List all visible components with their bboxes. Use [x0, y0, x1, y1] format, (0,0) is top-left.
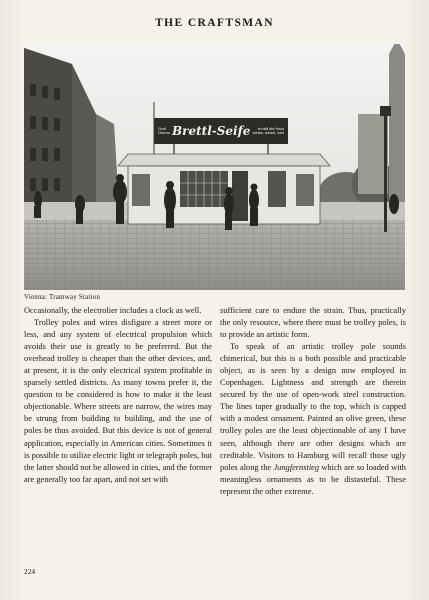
paragraph: sufficient care to endure the strain. Thus, practically the only resource, where there must be trolley poles, is to provide an artistic form.	[220, 306, 406, 340]
page-number: 224	[24, 567, 36, 576]
running-head: THE CRAFTSMAN	[155, 17, 274, 29]
sign-left-text: Graf Olema	[158, 125, 170, 135]
paragraph-text: To speak of an artistic trolley pole sounds chimerical, but this is a both possible and practicable object, as is seen by a design now employed in Copenhagen. Lightness and strength are therein secured by the use of open-work steel construction. The lines taper gradually to the top, which is capped with a modest ornament. Painted an olive green, these trolley poles are the least objectionable of any I have seen, although there are other designs which are creditable. Visitors to Hamburg will recall those ugly poles along the	[220, 342, 406, 472]
paragraph: Trolley poles and wires disfigure a street more or less, and any system of electrical propulsion which avoids their use is greatly to be preferred. But the overhead trolley is cheaper than the other devices, and, at present, it is the only electrical system profitable in sparsely settled districts. As many towns prefer it, the question to be considered is how to make it the least objectionable. Where streets are narrow, the wires may be strung from building to building, and the use of poles be thus avoided. But this device is not of general application, especially in American cities. Sometimes it is possible to utilize electric light or telegraph poles, but the latter should not be allowed in cities, and the former are generally too far apart, and not set with	[24, 318, 212, 484]
shop-sign	[154, 118, 288, 144]
right-column	[220, 305, 406, 498]
paragraph-text: which are so loaded with meaningless ornaments as to be distasteful. These represent the other extreme.	[220, 462, 406, 496]
paragraph	[220, 341, 406, 498]
italic-place-name: Jungfernstieg	[273, 462, 320, 472]
left-column	[24, 305, 212, 486]
photo-caption: Vienna: Tramway Station	[24, 293, 101, 301]
tramway-station-photo	[24, 44, 405, 290]
sign-right-text: erhält die Haut weiss, weich, zart	[252, 125, 284, 135]
sign-main-text: Brettl-Seife	[172, 124, 251, 138]
paragraph: Occasionally, the electrolier includes a clock as well.	[24, 306, 202, 315]
